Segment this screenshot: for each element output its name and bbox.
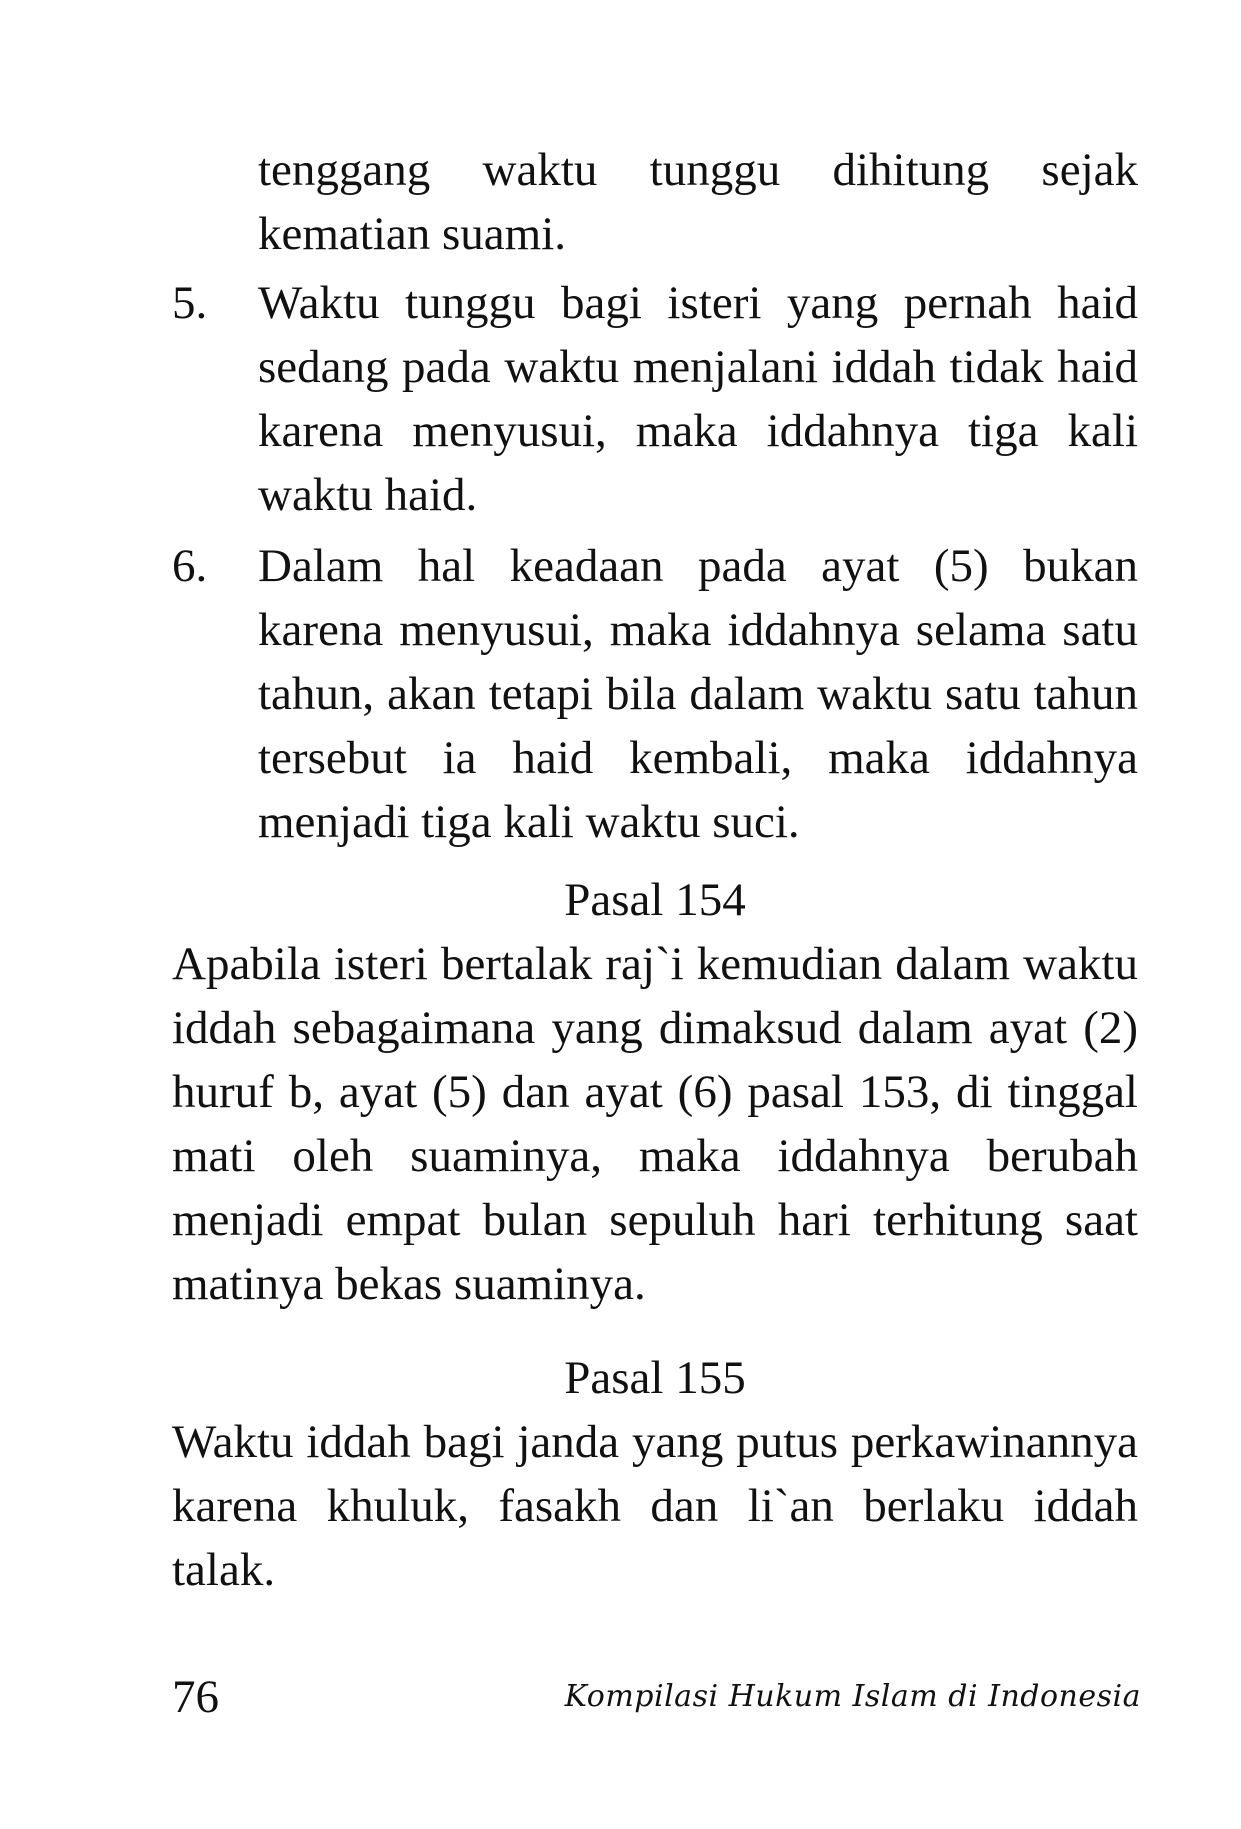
list-item-number: 6. <box>172 540 208 592</box>
pasal-155-heading: Pasal 155 <box>564 1352 746 1404</box>
pasal-154-heading: Pasal 154 <box>564 874 746 926</box>
list-item <box>172 534 1138 854</box>
list-item-text: Waktu tunggu bagi isteri yang pernah haid sedang pada waktu menjalani iddah tidak haid karena menyusui, maka iddahnya tiga kali waktu haid. <box>258 277 1138 521</box>
continuation-paragraph: tenggang waktu tunggu dihitung sejak kematian suami. <box>258 144 1138 260</box>
running-footer-title: Kompilasi Hukum Islam di Indonesia <box>564 1679 1141 1714</box>
pasal-154-paragraph: Apabila isteri bertalak raj`i kemudian dalam waktu iddah sebagaimana yang dimaksud dalam ayat (2) huruf b, ayat (5) dan ayat (6) pasal 153, di tinggal mati oleh suaminya, maka iddahnya berubah menjadi empat bulan sepuluh hari terhitung saat matinya bekas suaminya. <box>172 938 1138 1310</box>
list-item <box>172 271 1138 527</box>
pasal-155-paragraph: Waktu iddah bagi janda yang putus perkawinannya karena khuluk, fasakh dan li`an berlaku iddah talak. <box>172 1416 1138 1596</box>
page-number: 76 <box>172 1671 219 1723</box>
list-item-number: 5. <box>172 277 208 329</box>
list-item-text: Dalam hal keadaan pada ayat (5) bukan karena menyusui, maka iddahnya selama satu tahun, akan tetapi bila dalam waktu satu tahun tersebut ia haid kembali, maka iddahnya menjadi tiga kali waktu suci. <box>258 540 1138 848</box>
